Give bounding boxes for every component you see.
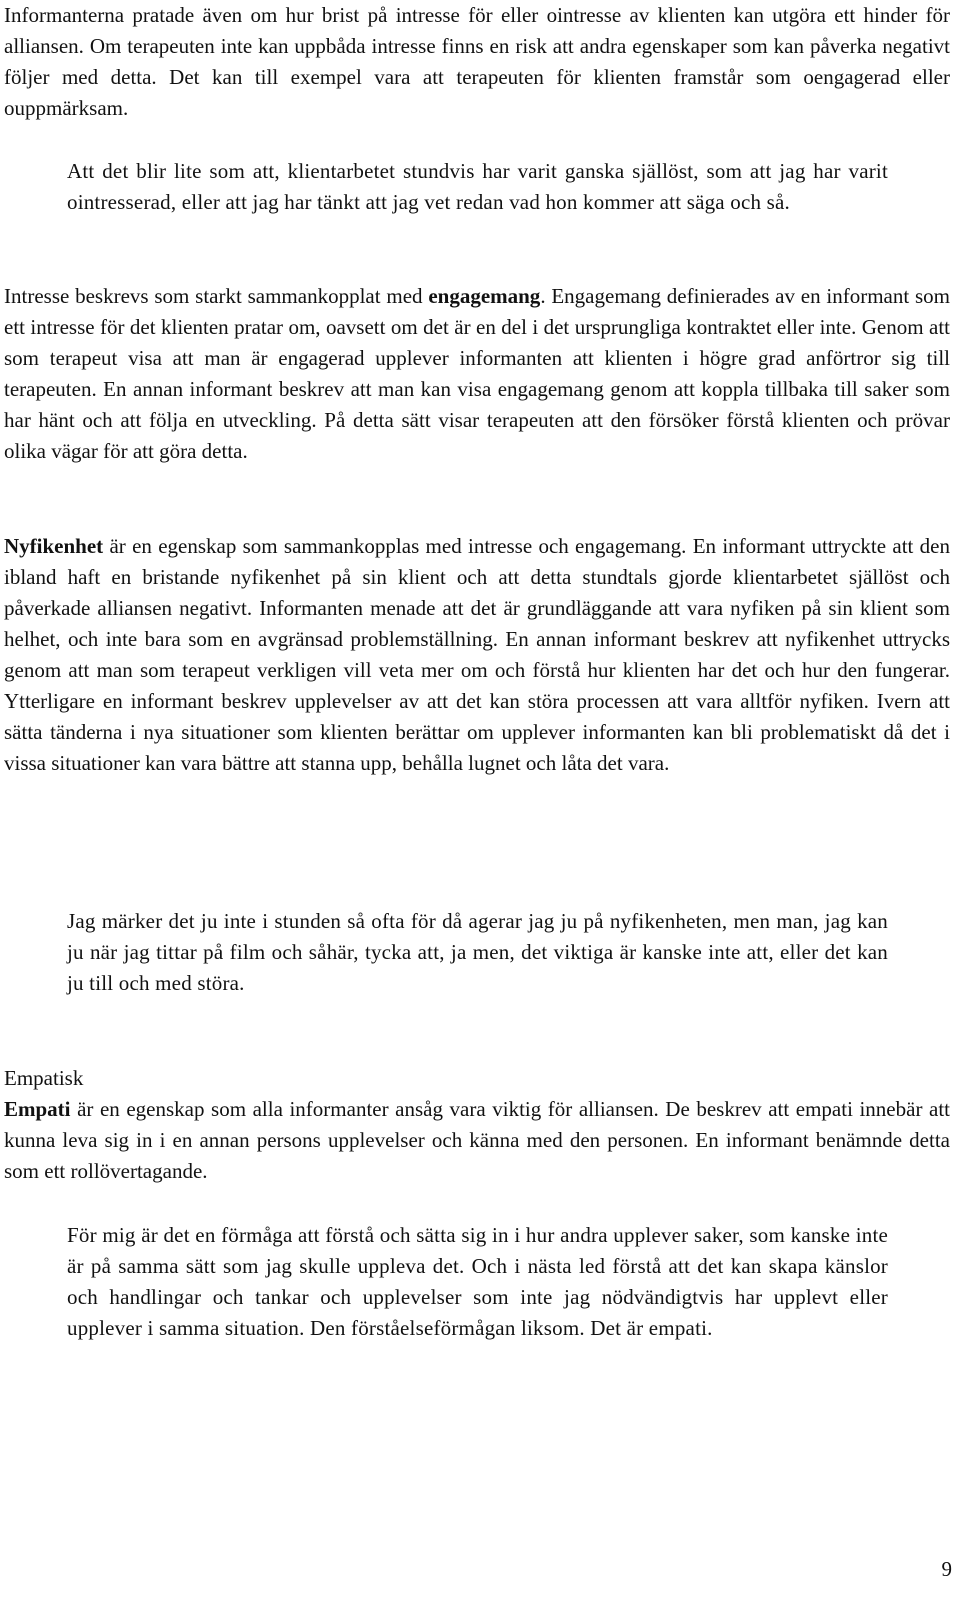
paragraph-engagement-body: . Engagemang definierades av en informant som ett intresse för det klienten pratar om, oavsett om det är en del i det ursprungliga kontraktet eller inte. Genom att som terapeut visa att man är engagerad upplever informanten att klienten i högre grad anförtror sig till terapeuten. En annan informant beskrev att man kan visa engagemang genom att koppla tillbaka till saker som har hänt och att följa en utveckling. På detta sätt visar terapeuten att den försöker förstå klienten och prövar olika vägar för att göra detta.: [4, 284, 950, 463]
paragraph-engagement: [4, 281, 950, 467]
paragraph-lack-of-interest: Informanterna pratade även om hur brist på intresse för eller ointresse av klienten kan utgöra ett hinder för alliansen. Om terapeuten inte kan uppbåda intresse finns en risk att andra egenskaper som kan påverka negativt följer med detta. Det kan till exempel vara att terapeuten för klienten framstår som oengagerad eller ouppmärksam.: [4, 3, 950, 120]
paragraph-curiosity-body: är en egenskap som sammankopplas med intresse och engagemang. En informant uttryckte att den ibland haft en bristande nyfikenhet på sin klient och att detta stundtals gjorde klientarbetet själlöst och påverkade alliansen negativt. Informanten menade att det är grundläggande att vara nyfiken på sin klient som helhet, och inte bara som en avgränsad problemställning. En annan informant beskrev att nyfikenhet uttrycks genom att man som terapeut verkligen vill veta mer om och förstå hur klienten har det och hur den fungerar. Ytterligare en informant beskrev upplevelser av att det kan störa processen att vara alltför nyfiken. Ivern att sätta tänderna i nya situationer som klienten berättar om upplever informanten kan bli problematiskt då det i vissa situationer kan vara bättre att stanna upp, behålla lugnet och låta det vara.: [4, 534, 950, 775]
quote-curiosity: Jag märker det ju inte i stunden så ofta för då agerar jag ju på nyfikenheten, men man, jag kan ju när jag tittar på film och såhär, tycka att, ja men, det viktiga är kanske inte att, eller det kan ju till och med störa.: [67, 909, 888, 995]
page-number: 9: [941, 1557, 952, 1581]
paragraph-engagement-intro: Intresse beskrevs som starkt sammankopplat med: [4, 284, 429, 308]
term-empati: Empati: [4, 1097, 71, 1121]
quote-empathy: För mig är det en förmåga att förstå och sätta sig in i hur andra upplever saker, som kanske inte är på samma sätt som jag skulle uppleva det. Och i nästa led förstå att det kan skapa känslor och handlingar och tankar och upplevelser som inte jag nödvändigtvis har upplevt eller upplever i samma situation. Den förståelseförmågan liksom. Det är empati.: [67, 1223, 888, 1340]
section-heading-empatisk: Empatisk: [4, 1066, 84, 1090]
paragraph-curiosity: [4, 531, 950, 779]
paragraph-empathy-body: är en egenskap som alla informanter ansåg vara viktig för alliansen. De beskrev att empati innebär att kunna leva sig in i en annan persons upplevelser och känna med den personen. En informant benämnde detta som ett rollövertagande.: [4, 1097, 950, 1183]
paragraph-empathy: [4, 1094, 950, 1187]
quote-soulless-work: Att det blir lite som att, klientarbetet stundvis har varit ganska själlöst, som att jag har varit ointresserad, eller att jag har tänkt att jag vet redan vad hon kommer att säga och så.: [67, 159, 888, 214]
term-engagemang: engagemang: [428, 284, 541, 308]
term-nyfikenhet: Nyfikenhet: [4, 534, 104, 558]
